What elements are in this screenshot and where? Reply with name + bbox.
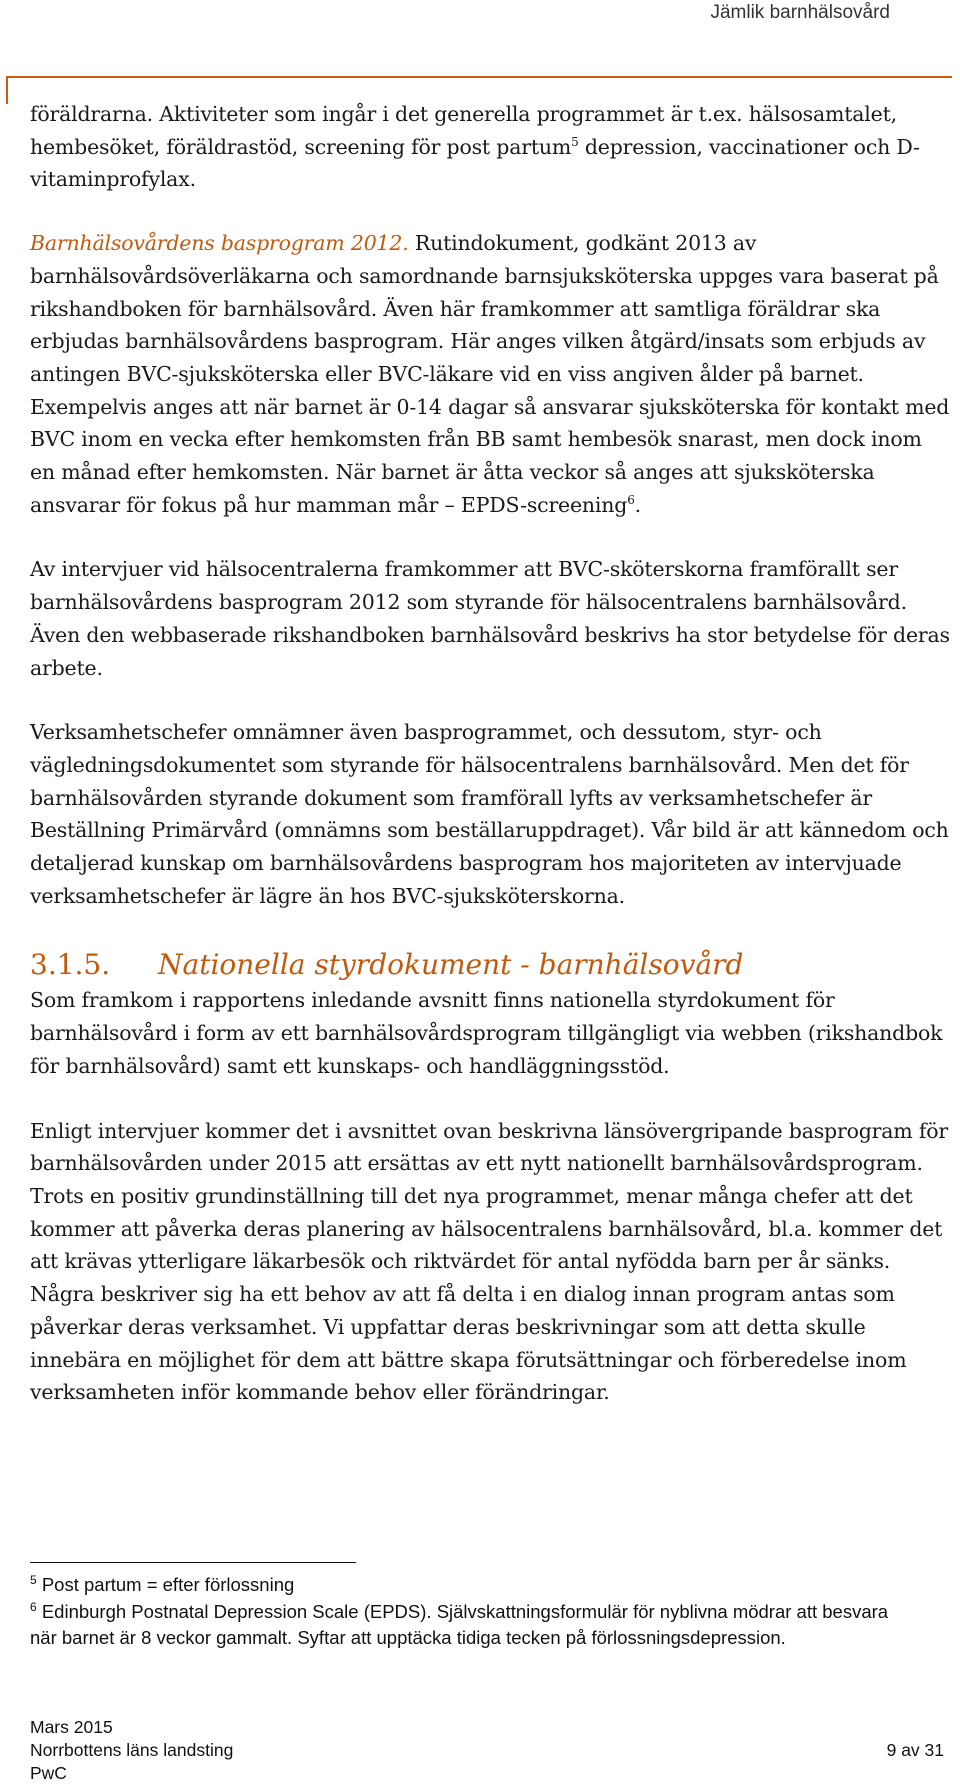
footnote-separator	[30, 1562, 356, 1563]
paragraph-basprogram-lead: Barnhälsovårdens basprogram 2012.	[30, 231, 409, 256]
section-title: Nationella styrdokument - barnhälsovård	[158, 948, 744, 982]
section-number: 3.1.5.	[30, 948, 111, 982]
footnote-6	[30, 1599, 910, 1652]
footnote-text: Edinburgh Postnatal Depression Scale (EPDS). Självskattningsformulär för nyblivna mödrar att besvara när barnet är 8 veckor gammalt. Syftar att upptäcka tidiga tecken på förlossningsdepression.	[30, 1600, 889, 1648]
footnotes	[30, 1572, 910, 1652]
paragraph-interviews: Av intervjuer vid hälsocentralerna framkommer att BVC-sköterskorna framförallt ser barnhälsovårdens basprogram 2012 som styrande för hälsocentralens barnhälsovård. Även den webbaserade rikshandboken barnhälsovård beskrivs ha stor betydelse för deras arbete.	[30, 557, 950, 680]
section-heading	[30, 946, 950, 984]
paragraph-intro-text: föräldrarna. Aktiviteter som ingår i det generella programmet är t.ex. hälsosamtalet, hembesöket, föräldrastöd, screening för post partum	[30, 102, 897, 159]
document-body	[30, 98, 950, 1409]
footnote-ref-5[interactable]: 5	[571, 134, 579, 149]
paragraph-managers: Verksamhetschefer omnämner även basprogrammet, och dessutom, styr- och vägledningsdokumentet som styrande för hälsocentralens barnhälsovård. Men det för barnhälsovården styrande dokument som framförall lyfts av verksamhetschefer är Beställning Primärvård (omnämns som beställaruppdraget). Vår bild är att kännedom och detaljerad kunskap om barnhälsovårdens basprogram hos majoriteten av intervjuade verksamhetschefer är lägre än hos BVC-sjuksköterskorna.	[30, 720, 949, 908]
footnote-number: 5	[30, 1572, 37, 1587]
footnote-5	[30, 1572, 910, 1599]
paragraph-national: Som framkom i rapportens inledande avsnitt finns nationella styrdokument för barnhälsovård i form av ett barnhälsovårdsprogram tillgängligt via webben (rikshandbok för barnhälsovård) samt ett kunskaps- och handläggningsstöd.	[30, 988, 943, 1078]
paragraph-intro	[30, 98, 950, 196]
page-number: 9 av 31	[886, 1740, 944, 1760]
paragraph-intro-tail: depression, vaccinationer och D-vitaminprofylax.	[30, 134, 920, 192]
paragraph-basprogram-text: Rutindokument, godkänt 2013 av barnhälsovårdsöverläkarna och samordnande barnsjuksköterska uppges vara baserat på rikshandboken för barnhälsovård. Även här framkommer att samtliga föräldrar ska erbjudas barnhälsovårdens basprogram. Här anges vilken åtgärd/insats som erbjuds av antingen BVC-sjuksköterska eller BVC-läkare vid en viss angiven ålder på barnet. Exempelvis anges att när barnet är 0-14 dagar så ansvarar sjuksköterska för kontakt med BVC inom en vecka efter hemkomsten från BB samt hembesök snarast, men dock inom en månad efter hemkomsten. När barnet är åtta veckor så anges att sjuksköterska ansvarar för fokus på hur mamman mår – EPDS-screening	[30, 231, 950, 517]
footnote-ref-6[interactable]: 6	[627, 492, 635, 507]
paragraph-new-program: Enligt intervjuer kommer det i avsnittet ovan beskrivna länsövergripande basprogram för barnhälsovården under 2015 att ersättas av ett nytt nationellt barnhälsovårdsprogram. Trots en positiv grundinställning till det nya programmet, menar många chefer att det kommer att påverka deras planering av hälsocentralens barnhälsovård, bl.a. kommer det att krävas ytterligare läkarbesök och riktvärdet för antal nyfödda barn per år sänks. Några beskriver sig ha ett behov av att få delta i en dialog innan program antas som påverkar deras verksamhet. Vi uppfattar deras beskrivningar som att detta skulle innebära en möjlighet för dem att bättre skapa förutsättningar och förberedelse inom verksamheten inför kommande behov eller förändringar.	[30, 1118, 948, 1405]
page-footer	[30, 1716, 944, 1785]
footnote-text: Post partum = efter förlossning	[36, 1574, 295, 1595]
footer-organization: Norrbottens läns landsting	[30, 1740, 234, 1760]
footnote-number: 6	[30, 1599, 37, 1614]
footer-company: PwC	[30, 1763, 67, 1783]
footer-date: Mars 2015	[30, 1717, 113, 1737]
paragraph-basprogram-tail: .	[634, 492, 641, 517]
running-header-title: Jämlik barnhälsovård	[710, 2, 890, 23]
paragraph-basprogram	[30, 227, 950, 521]
